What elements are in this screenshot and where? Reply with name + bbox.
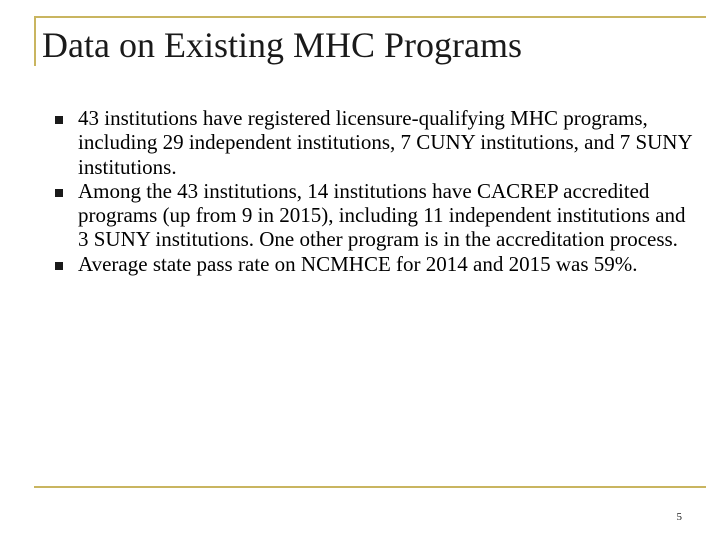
bullet-text: 43 institutions have registered licensure-qualifying MHC programs, including 29 independent institutions, 7 CUNY institutions, and 7 SUNY institutions.	[78, 106, 692, 179]
bullet-text: Average state pass rate on NCMHCE for 2014 and 2015 was 59%.	[78, 251, 638, 276]
left-rule	[34, 16, 36, 66]
bullet-item	[54, 179, 694, 252]
bullet-text: Among the 43 institutions, 14 institutions have CACREP accredited programs (up from 9 in 2015), including 11 independent institutions and 3 SUNY institutions. One other program is in the accreditation process.	[78, 178, 686, 252]
bullet-item	[54, 252, 694, 276]
slide-title: Data on Existing MHC Programs	[42, 25, 522, 65]
top-rule	[34, 16, 706, 18]
bullet-list	[54, 106, 694, 276]
square-bullet-icon	[55, 262, 63, 270]
bullet-item	[54, 106, 694, 179]
page-number: 5	[676, 511, 682, 523]
square-bullet-icon	[55, 116, 63, 124]
square-bullet-icon	[55, 189, 63, 197]
bottom-rule	[34, 486, 706, 488]
